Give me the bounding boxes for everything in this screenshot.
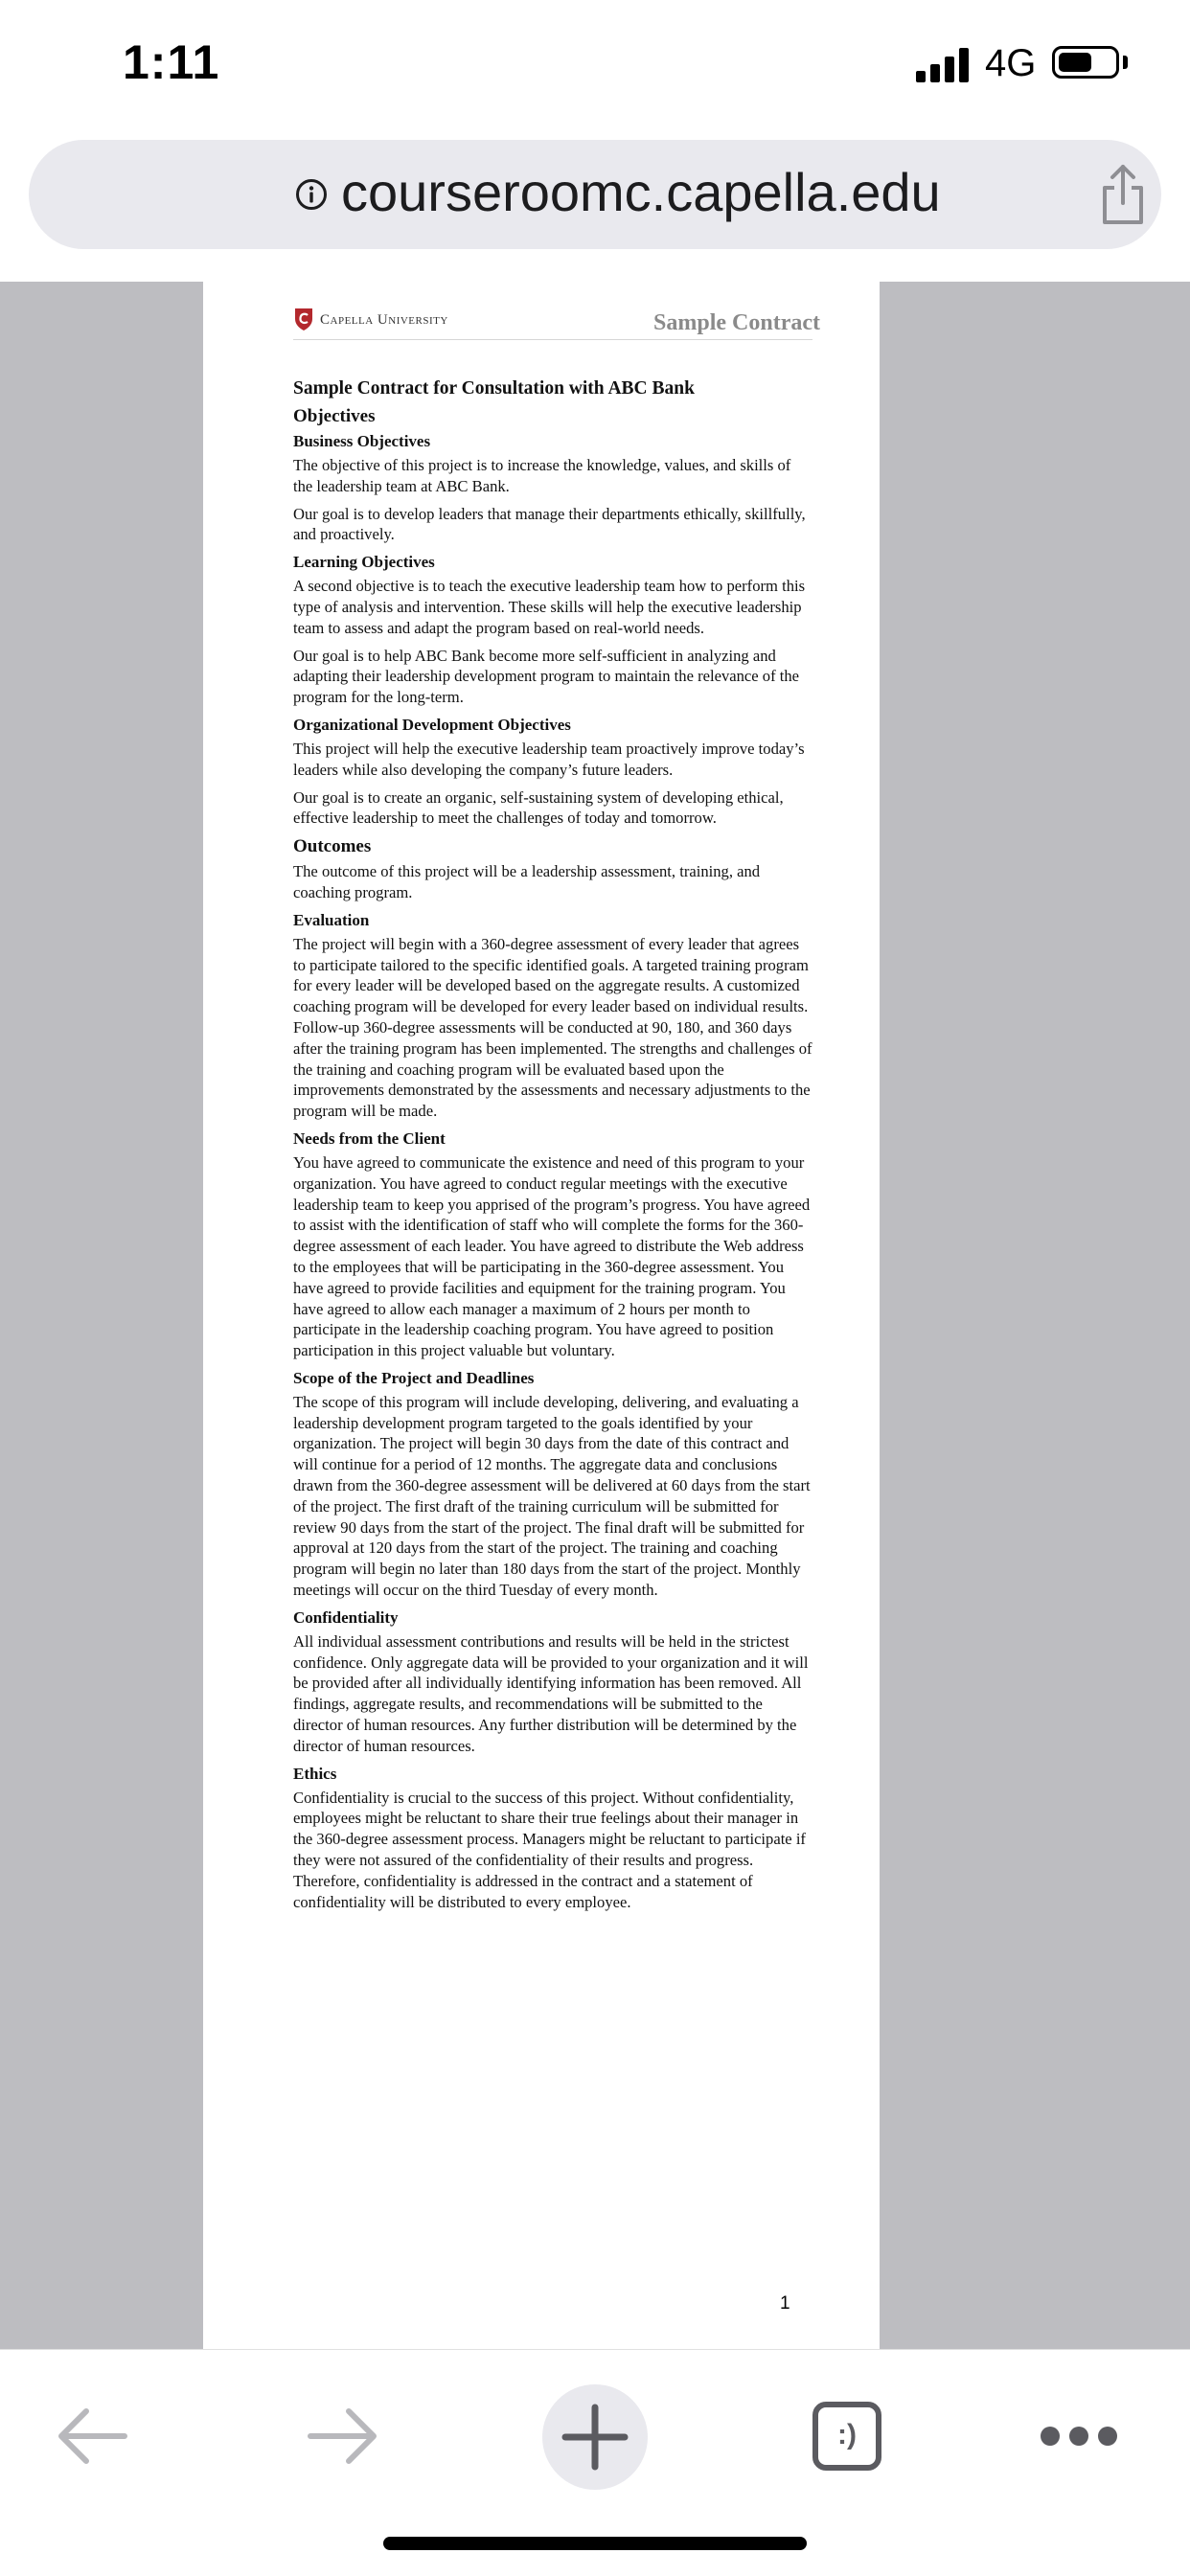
battery-icon <box>1052 46 1119 79</box>
tabs-label: :) <box>837 2419 857 2451</box>
forward-arrow-icon[interactable] <box>305 2405 381 2467</box>
section-heading: Organizational Development Objectives <box>293 715 571 734</box>
section-paragraph: Our goal is to create an organic, self-sustaining system of developing ethical, effective leadership to meet the challenges of today and tomorrow. <box>293 787 784 828</box>
home-indicator <box>383 2537 807 2550</box>
section-heading: Business Objectives <box>293 432 431 450</box>
address-bar[interactable] <box>29 140 1161 249</box>
section-heading: Ethics <box>293 1764 337 1783</box>
header-title: Sample Contract <box>653 310 820 335</box>
document-page <box>203 282 880 2349</box>
section-heading: Outcomes <box>293 836 372 857</box>
section-paragraph: Our goal is to help ABC Bank become more self-sufficient in analyzing and adapting their leadership development program to maintain the relevance of the program for the long-term. <box>293 646 800 707</box>
network-type: 4G <box>985 42 1037 84</box>
logo-text: Capella University <box>320 312 448 328</box>
more-icon[interactable] <box>1039 2423 1119 2450</box>
web-view[interactable] <box>0 282 1190 2349</box>
info-icon[interactable] <box>295 178 328 211</box>
share-icon[interactable] <box>1096 161 1150 228</box>
section-heading: Scope of the Project and Deadlines <box>293 1368 535 1387</box>
document-header <box>293 295 820 340</box>
section-paragraph: Our goal is to develop leaders that manage their departments ethically, skillfully, and proactively. <box>293 504 806 544</box>
section-paragraph: The project will begin with a 360-degree assessment of every leader that agrees to participate tailored to the specific identified goals. A targeted training program for every leader will be developed based on the aggregate results. A customized coaching program will be developed for every leader based on individual results. Follow-up 360-degree assessments will be conducted at 90, 180, and 360 days after the training program has been implemented. The strengths and challenges of the training and coaching program will be evaluated based upon the improvements demonstrated by the assessments and necessary adjustments to the program will be made. <box>293 934 812 1121</box>
plus-icon[interactable] <box>542 2384 648 2490</box>
shield-logo-icon <box>293 307 314 331</box>
section-heading: Learning Objectives <box>293 553 435 572</box>
page-number: 1 <box>780 2293 790 2314</box>
url-text[interactable]: courseroomc.capella.edu <box>341 162 941 222</box>
status-time: 1:11 <box>123 35 220 89</box>
section-paragraph: All individual assessment contributions and results will be held in the strictest confidence. Only aggregate data will be provided to your organization and it will be provided after all individually identifying information has been removed. All findings, aggregate results, and recommendations will be submitted to the director of human resources. Any further distribution will be determined by the director of human resources. <box>293 1631 809 1755</box>
document-title: Sample Contract for Consultation with ABC Bank <box>293 378 695 399</box>
tabs-icon[interactable] <box>812 2402 881 2471</box>
section-heading: Needs from the Client <box>293 1128 446 1148</box>
battery-level <box>1059 53 1091 72</box>
section-heading: Objectives <box>293 406 376 426</box>
document-body <box>293 377 812 1919</box>
status-bar <box>0 0 1190 134</box>
battery-cap <box>1123 56 1128 69</box>
section-heading: Evaluation <box>293 910 370 929</box>
section-paragraph: The objective of this project is to increase the knowledge, values, and skills of the leadership team at ABC Bank. <box>293 456 791 495</box>
section-paragraph: This project will help the executive leadership team proactively improve today’s leaders while also developing the company’s future leaders. <box>293 739 805 779</box>
section-heading: Confidentiality <box>293 1607 399 1627</box>
section-paragraph: Confidentiality is crucial to the success of this project. Without confidentiality, employees might be reluctant to share their true feelings about their manager in the 360-degree assessment process. Managers might be reluctant to participate if they were not assured of the confidentiality of their results and progress. Therefore, confidentiality is addressed in the contract and a statement of confidentiality will be distributed to every employee. <box>293 1788 806 1911</box>
cellular-signal-icon <box>916 44 973 82</box>
back-arrow-icon[interactable] <box>54 2405 130 2467</box>
section-paragraph: A second objective is to teach the executive leadership team how to perform this type of analysis and intervention. These skills will help the executive leadership team to assess and adapt the program based on real-world needs. <box>293 577 806 637</box>
section-paragraph: The outcome of this project will be a leadership assessment, training, and coaching program. <box>293 862 761 901</box>
section-paragraph: You have agreed to communicate the existence and need of this program to your organization. You have agreed to conduct regular meetings with the executive leadership team to keep you apprised of the program’s progress. You have agreed to assist with the identification of staff who will complete the forms for the 360-degree assessment of each leader. You have agreed to distribute the Web address to the employees that will be participating in the 360-degree assessment. You have agreed to provide facilities and equipment for the training program. You have agreed to allow each manager a maximum of 2 hours per month to participate in the leadership coaching program. You have agreed to position participation in this project valuable but voluntary. <box>293 1152 811 1360</box>
section-paragraph: The scope of this program will include developing, delivering, and evaluating a leadership development program targeted to the goals identified by your organization. The project will begin 30 days from the date of this contract and will continue for a period of 12 months. The aggregate data and conclusions drawn from the 360-degree assessment will be delivered at 60 days from the start of the project. The first draft of the training curriculum will be submitted for review 90 days from the start of the project. The final draft will be submitted for approval at 120 days from the start of the project. The training and coaching program will begin no later than 180 days from the start of the project. Monthly meetings will occur on the third Tuesday of every month. <box>293 1392 811 1600</box>
